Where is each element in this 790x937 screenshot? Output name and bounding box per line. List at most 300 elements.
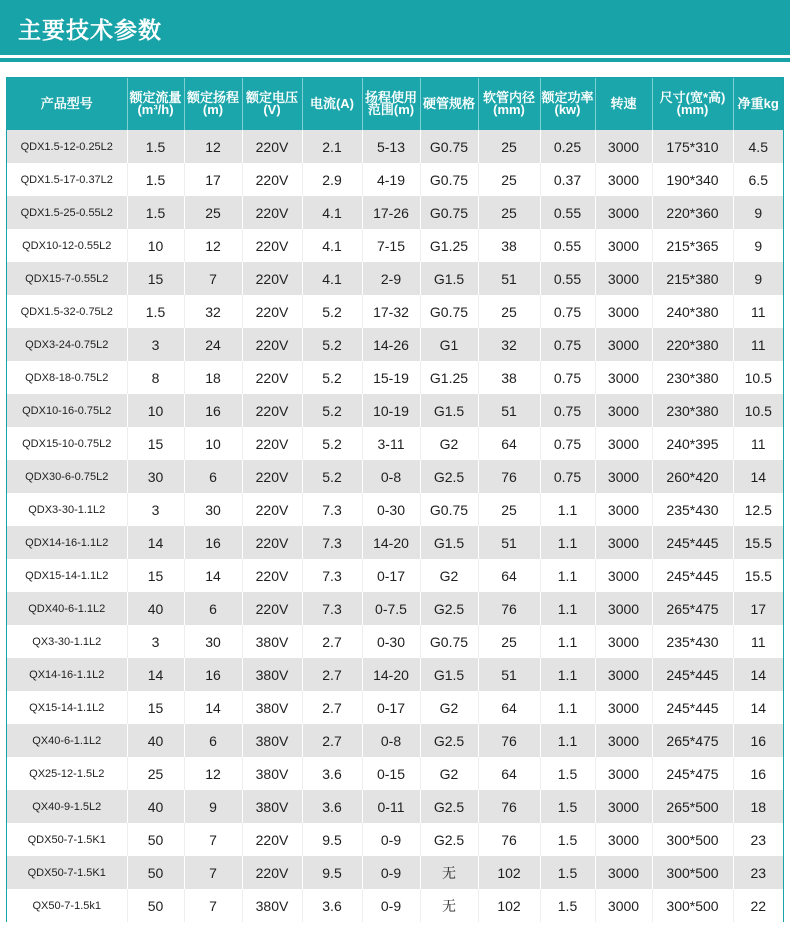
cell-hose: 25 — [478, 625, 540, 658]
table-header-row — [7, 78, 783, 130]
cell-pipe: G2 — [420, 559, 478, 592]
cell-flow: 3 — [127, 625, 184, 658]
cell-flow: 10 — [127, 394, 184, 427]
cell-size: 235*430 — [652, 625, 733, 658]
cell-power: 1.1 — [540, 724, 595, 757]
cell-head-range: 0-8 — [362, 724, 420, 757]
cell-voltage: 220V — [242, 493, 302, 526]
banner-divider — [0, 55, 790, 58]
cell-head-range: 0-7.5 — [362, 592, 420, 625]
cell-power: 0.37 — [540, 163, 595, 196]
cell-pipe: G0.75 — [420, 625, 478, 658]
cell-pipe: G1.25 — [420, 229, 478, 262]
cell-speed: 3000 — [595, 427, 652, 460]
cell-voltage: 220V — [242, 856, 302, 889]
cell-pipe: G1.25 — [420, 361, 478, 394]
cell-voltage: 380V — [242, 889, 302, 922]
cell-head-range: 0-9 — [362, 856, 420, 889]
cell-weight: 12.5 — [733, 493, 783, 526]
cell-hose: 25 — [478, 196, 540, 229]
cell-size: 265*500 — [652, 790, 733, 823]
cell-voltage: 220V — [242, 427, 302, 460]
cell-current: 7.3 — [302, 493, 362, 526]
cell-pipe: G2 — [420, 427, 478, 460]
cell-current: 9.5 — [302, 856, 362, 889]
cell-power: 0.55 — [540, 196, 595, 229]
cell-size: 300*500 — [652, 856, 733, 889]
cell-head: 7 — [184, 823, 242, 856]
cell-voltage: 220V — [242, 196, 302, 229]
cell-hose: 76 — [478, 460, 540, 493]
cell-hose: 51 — [478, 526, 540, 559]
cell-current: 5.2 — [302, 328, 362, 361]
cell-head-range: 7-15 — [362, 229, 420, 262]
cell-pipe: G1.5 — [420, 526, 478, 559]
cell-model: QX3-30-1.1L2 — [7, 625, 127, 658]
col-header-speed: 转速 — [595, 78, 652, 130]
cell-head-range: 0-30 — [362, 493, 420, 526]
cell-weight: 9 — [733, 229, 783, 262]
table-body — [7, 130, 783, 922]
cell-head-range: 0-9 — [362, 823, 420, 856]
table-row — [7, 856, 783, 889]
cell-model: QDX1.5-25-0.55L2 — [7, 196, 127, 229]
cell-pipe: G2 — [420, 691, 478, 724]
cell-weight: 10.5 — [733, 361, 783, 394]
cell-pipe: G1.5 — [420, 658, 478, 691]
table-row — [7, 823, 783, 856]
cell-flow: 1.5 — [127, 130, 184, 163]
cell-size: 240*395 — [652, 427, 733, 460]
cell-voltage: 220V — [242, 229, 302, 262]
cell-voltage: 380V — [242, 691, 302, 724]
cell-head: 7 — [184, 262, 242, 295]
cell-pipe: G1.5 — [420, 262, 478, 295]
cell-head: 10 — [184, 427, 242, 460]
col-header-weight: 净重kg — [733, 78, 783, 130]
col-header-pipe: 硬管规格 — [420, 78, 478, 130]
cell-head-range: 14-20 — [362, 658, 420, 691]
cell-weight: 15.5 — [733, 559, 783, 592]
cell-weight: 22 — [733, 889, 783, 922]
cell-flow: 3 — [127, 493, 184, 526]
cell-weight: 11 — [733, 328, 783, 361]
cell-speed: 3000 — [595, 724, 652, 757]
cell-speed: 3000 — [595, 889, 652, 922]
cell-hose: 51 — [478, 262, 540, 295]
cell-pipe: 无 — [420, 889, 478, 922]
cell-hose: 64 — [478, 691, 540, 724]
table-row — [7, 790, 783, 823]
cell-power: 0.75 — [540, 427, 595, 460]
cell-size: 240*380 — [652, 295, 733, 328]
cell-head: 14 — [184, 691, 242, 724]
table-row — [7, 691, 783, 724]
cell-hose: 25 — [478, 163, 540, 196]
cell-head-range: 5-13 — [362, 130, 420, 163]
cell-voltage: 220V — [242, 559, 302, 592]
cell-speed: 3000 — [595, 625, 652, 658]
cell-head-range: 14-26 — [362, 328, 420, 361]
cell-voltage: 220V — [242, 526, 302, 559]
cell-head-range: 0-11 — [362, 790, 420, 823]
table-row — [7, 889, 783, 922]
cell-size: 220*380 — [652, 328, 733, 361]
cell-speed: 3000 — [595, 130, 652, 163]
cell-weight: 6.5 — [733, 163, 783, 196]
cell-speed: 3000 — [595, 559, 652, 592]
cell-weight: 16 — [733, 724, 783, 757]
cell-head-range: 4-19 — [362, 163, 420, 196]
cell-power: 1.5 — [540, 856, 595, 889]
cell-pipe: G0.75 — [420, 163, 478, 196]
cell-weight: 14 — [733, 658, 783, 691]
cell-flow: 14 — [127, 658, 184, 691]
cell-head-range: 0-8 — [362, 460, 420, 493]
table-row — [7, 262, 783, 295]
cell-speed: 3000 — [595, 691, 652, 724]
cell-model: QDX1.5-17-0.37L2 — [7, 163, 127, 196]
page-title: 主要技术参数 — [18, 18, 162, 44]
col-header-head: 额定扬程(m) — [184, 78, 242, 130]
cell-speed: 3000 — [595, 592, 652, 625]
cell-voltage: 220V — [242, 130, 302, 163]
cell-flow: 40 — [127, 592, 184, 625]
cell-flow: 50 — [127, 856, 184, 889]
cell-power: 0.75 — [540, 460, 595, 493]
cell-size: 230*380 — [652, 361, 733, 394]
cell-flow: 50 — [127, 889, 184, 922]
table-row — [7, 658, 783, 691]
cell-head: 7 — [184, 856, 242, 889]
cell-size: 235*430 — [652, 493, 733, 526]
cell-head: 25 — [184, 196, 242, 229]
cell-voltage: 380V — [242, 724, 302, 757]
table-row — [7, 328, 783, 361]
cell-model: QX40-6-1.1L2 — [7, 724, 127, 757]
cell-head: 7 — [184, 889, 242, 922]
cell-power: 1.1 — [540, 493, 595, 526]
table-row — [7, 460, 783, 493]
cell-model: QDX40-6-1.1L2 — [7, 592, 127, 625]
cell-weight: 14 — [733, 691, 783, 724]
cell-model: QDX50-7-1.5K1 — [7, 856, 127, 889]
cell-size: 215*365 — [652, 229, 733, 262]
cell-weight: 4.5 — [733, 130, 783, 163]
cell-head: 30 — [184, 493, 242, 526]
cell-current: 5.2 — [302, 394, 362, 427]
cell-head: 12 — [184, 757, 242, 790]
cell-flow: 15 — [127, 427, 184, 460]
cell-speed: 3000 — [595, 790, 652, 823]
cell-speed: 3000 — [595, 262, 652, 295]
cell-current: 4.1 — [302, 229, 362, 262]
cell-head-range: 17-32 — [362, 295, 420, 328]
cell-current: 3.6 — [302, 757, 362, 790]
cell-current: 3.6 — [302, 790, 362, 823]
cell-hose: 25 — [478, 295, 540, 328]
cell-power: 0.55 — [540, 262, 595, 295]
table-row — [7, 427, 783, 460]
cell-hose: 38 — [478, 361, 540, 394]
col-header-power: 额定功率(kw) — [540, 78, 595, 130]
cell-head: 16 — [184, 526, 242, 559]
cell-size: 245*475 — [652, 757, 733, 790]
cell-model: QDX3-24-0.75L2 — [7, 328, 127, 361]
cell-head-range: 0-9 — [362, 889, 420, 922]
cell-head-range: 10-19 — [362, 394, 420, 427]
cell-hose: 76 — [478, 592, 540, 625]
cell-pipe: G2.5 — [420, 460, 478, 493]
cell-current: 2.7 — [302, 625, 362, 658]
cell-head: 16 — [184, 658, 242, 691]
col-header-hose: 软管内径(mm) — [478, 78, 540, 130]
table-row — [7, 493, 783, 526]
cell-current: 5.2 — [302, 460, 362, 493]
cell-voltage: 220V — [242, 394, 302, 427]
cell-head: 6 — [184, 460, 242, 493]
cell-current: 5.2 — [302, 427, 362, 460]
col-header-voltage: 额定电压(V) — [242, 78, 302, 130]
cell-power: 0.75 — [540, 328, 595, 361]
cell-flow: 25 — [127, 757, 184, 790]
cell-voltage: 220V — [242, 328, 302, 361]
cell-flow: 8 — [127, 361, 184, 394]
cell-speed: 3000 — [595, 823, 652, 856]
cell-pipe: G2.5 — [420, 724, 478, 757]
cell-hose: 25 — [478, 130, 540, 163]
cell-size: 245*445 — [652, 658, 733, 691]
col-header-flow: 额定流量(m³/h) — [127, 78, 184, 130]
cell-speed: 3000 — [595, 493, 652, 526]
cell-head: 14 — [184, 559, 242, 592]
cell-voltage: 220V — [242, 163, 302, 196]
cell-hose: 64 — [478, 559, 540, 592]
cell-weight: 10.5 — [733, 394, 783, 427]
cell-power: 1.1 — [540, 625, 595, 658]
cell-hose: 76 — [478, 823, 540, 856]
cell-pipe: G0.75 — [420, 295, 478, 328]
cell-model: QX14-16-1.1L2 — [7, 658, 127, 691]
cell-current: 4.1 — [302, 262, 362, 295]
cell-size: 260*420 — [652, 460, 733, 493]
cell-head: 9 — [184, 790, 242, 823]
cell-flow: 1.5 — [127, 295, 184, 328]
cell-weight: 9 — [733, 262, 783, 295]
cell-hose: 32 — [478, 328, 540, 361]
cell-speed: 3000 — [595, 229, 652, 262]
cell-model: QX15-14-1.1L2 — [7, 691, 127, 724]
cell-head-range: 0-30 — [362, 625, 420, 658]
cell-head-range: 0-15 — [362, 757, 420, 790]
table-row — [7, 625, 783, 658]
cell-head-range: 17-26 — [362, 196, 420, 229]
cell-power: 1.1 — [540, 658, 595, 691]
cell-model: QDX30-6-0.75L2 — [7, 460, 127, 493]
cell-speed: 3000 — [595, 856, 652, 889]
cell-speed: 3000 — [595, 757, 652, 790]
table-row — [7, 526, 783, 559]
cell-voltage: 220V — [242, 262, 302, 295]
cell-hose: 64 — [478, 427, 540, 460]
cell-current: 2.7 — [302, 691, 362, 724]
col-header-size: 尺寸(宽*高)(mm) — [652, 78, 733, 130]
cell-model: QDX15-14-1.1L2 — [7, 559, 127, 592]
cell-size: 190*340 — [652, 163, 733, 196]
cell-hose: 102 — [478, 856, 540, 889]
cell-current: 3.6 — [302, 889, 362, 922]
cell-size: 230*380 — [652, 394, 733, 427]
spec-table — [7, 78, 783, 922]
cell-voltage: 220V — [242, 295, 302, 328]
cell-power: 1.1 — [540, 526, 595, 559]
cell-size: 300*500 — [652, 889, 733, 922]
cell-current: 9.5 — [302, 823, 362, 856]
cell-weight: 23 — [733, 823, 783, 856]
cell-power: 1.5 — [540, 757, 595, 790]
cell-model: QX25-12-1.5L2 — [7, 757, 127, 790]
cell-model: QDX3-30-1.1L2 — [7, 493, 127, 526]
cell-hose: 38 — [478, 229, 540, 262]
cell-weight: 16 — [733, 757, 783, 790]
cell-size: 245*445 — [652, 526, 733, 559]
cell-model: QDX1.5-12-0.25L2 — [7, 130, 127, 163]
cell-power: 1.5 — [540, 790, 595, 823]
cell-weight: 14 — [733, 460, 783, 493]
cell-pipe: G2.5 — [420, 592, 478, 625]
cell-weight: 11 — [733, 295, 783, 328]
cell-voltage: 380V — [242, 790, 302, 823]
cell-flow: 40 — [127, 724, 184, 757]
cell-pipe: G0.75 — [420, 493, 478, 526]
cell-head-range: 3-11 — [362, 427, 420, 460]
cell-speed: 3000 — [595, 196, 652, 229]
cell-current: 2.9 — [302, 163, 362, 196]
cell-current: 2.1 — [302, 130, 362, 163]
cell-pipe: G0.75 — [420, 130, 478, 163]
cell-head: 24 — [184, 328, 242, 361]
col-header-model: 产品型号 — [7, 78, 127, 130]
cell-voltage: 220V — [242, 592, 302, 625]
cell-flow: 15 — [127, 559, 184, 592]
cell-current: 7.3 — [302, 592, 362, 625]
cell-pipe: G1 — [420, 328, 478, 361]
cell-pipe: G0.75 — [420, 196, 478, 229]
cell-speed: 3000 — [595, 658, 652, 691]
cell-current: 2.7 — [302, 724, 362, 757]
table-row — [7, 361, 783, 394]
cell-hose: 102 — [478, 889, 540, 922]
cell-speed: 3000 — [595, 394, 652, 427]
table-row — [7, 757, 783, 790]
cell-hose: 51 — [478, 394, 540, 427]
cell-current: 5.2 — [302, 295, 362, 328]
cell-head: 6 — [184, 724, 242, 757]
cell-pipe: G2 — [420, 757, 478, 790]
cell-power: 0.55 — [540, 229, 595, 262]
cell-head: 12 — [184, 229, 242, 262]
cell-voltage: 380V — [242, 625, 302, 658]
cell-weight: 17 — [733, 592, 783, 625]
cell-size: 265*475 — [652, 592, 733, 625]
cell-flow: 14 — [127, 526, 184, 559]
cell-head: 18 — [184, 361, 242, 394]
cell-model: QDX14-16-1.1L2 — [7, 526, 127, 559]
cell-head: 6 — [184, 592, 242, 625]
table-row — [7, 394, 783, 427]
cell-weight: 15.5 — [733, 526, 783, 559]
cell-model: QDX50-7-1.5K1 — [7, 823, 127, 856]
cell-power: 1.1 — [540, 691, 595, 724]
table-row — [7, 196, 783, 229]
cell-current: 7.3 — [302, 526, 362, 559]
cell-flow: 15 — [127, 262, 184, 295]
cell-speed: 3000 — [595, 460, 652, 493]
cell-power: 0.75 — [540, 394, 595, 427]
cell-head-range: 15-19 — [362, 361, 420, 394]
cell-flow: 15 — [127, 691, 184, 724]
cell-head: 17 — [184, 163, 242, 196]
cell-head-range: 2-9 — [362, 262, 420, 295]
cell-flow: 50 — [127, 823, 184, 856]
cell-model: QX40-9-1.5L2 — [7, 790, 127, 823]
cell-size: 215*380 — [652, 262, 733, 295]
col-header-head-range: 扬程使用范围(m) — [362, 78, 420, 130]
cell-speed: 3000 — [595, 328, 652, 361]
cell-flow: 1.5 — [127, 163, 184, 196]
cell-head-range: 0-17 — [362, 691, 420, 724]
cell-current: 2.7 — [302, 658, 362, 691]
cell-power: 1.5 — [540, 823, 595, 856]
cell-model: QDX10-16-0.75L2 — [7, 394, 127, 427]
cell-weight: 23 — [733, 856, 783, 889]
cell-weight: 18 — [733, 790, 783, 823]
cell-model: QX50-7-1.5k1 — [7, 889, 127, 922]
cell-speed: 3000 — [595, 361, 652, 394]
cell-flow: 40 — [127, 790, 184, 823]
table-row — [7, 592, 783, 625]
cell-pipe: G1.5 — [420, 394, 478, 427]
cell-power: 0.75 — [540, 295, 595, 328]
cell-pipe: G2.5 — [420, 790, 478, 823]
cell-size: 300*500 — [652, 823, 733, 856]
cell-head: 32 — [184, 295, 242, 328]
cell-head-range: 0-17 — [362, 559, 420, 592]
cell-weight: 11 — [733, 427, 783, 460]
cell-flow: 1.5 — [127, 196, 184, 229]
table-row — [7, 229, 783, 262]
title-banner — [0, 0, 790, 62]
cell-head: 30 — [184, 625, 242, 658]
cell-hose: 51 — [478, 658, 540, 691]
cell-size: 175*310 — [652, 130, 733, 163]
cell-size: 245*445 — [652, 559, 733, 592]
cell-speed: 3000 — [595, 526, 652, 559]
cell-voltage: 380V — [242, 658, 302, 691]
cell-power: 1.1 — [540, 592, 595, 625]
cell-voltage: 380V — [242, 757, 302, 790]
cell-hose: 76 — [478, 724, 540, 757]
cell-power: 1.1 — [540, 559, 595, 592]
cell-model: QDX15-10-0.75L2 — [7, 427, 127, 460]
cell-head-range: 14-20 — [362, 526, 420, 559]
table-row — [7, 559, 783, 592]
cell-pipe: G2.5 — [420, 823, 478, 856]
cell-size: 265*475 — [652, 724, 733, 757]
cell-current: 5.2 — [302, 361, 362, 394]
cell-voltage: 220V — [242, 460, 302, 493]
col-header-current: 电流(A) — [302, 78, 362, 130]
